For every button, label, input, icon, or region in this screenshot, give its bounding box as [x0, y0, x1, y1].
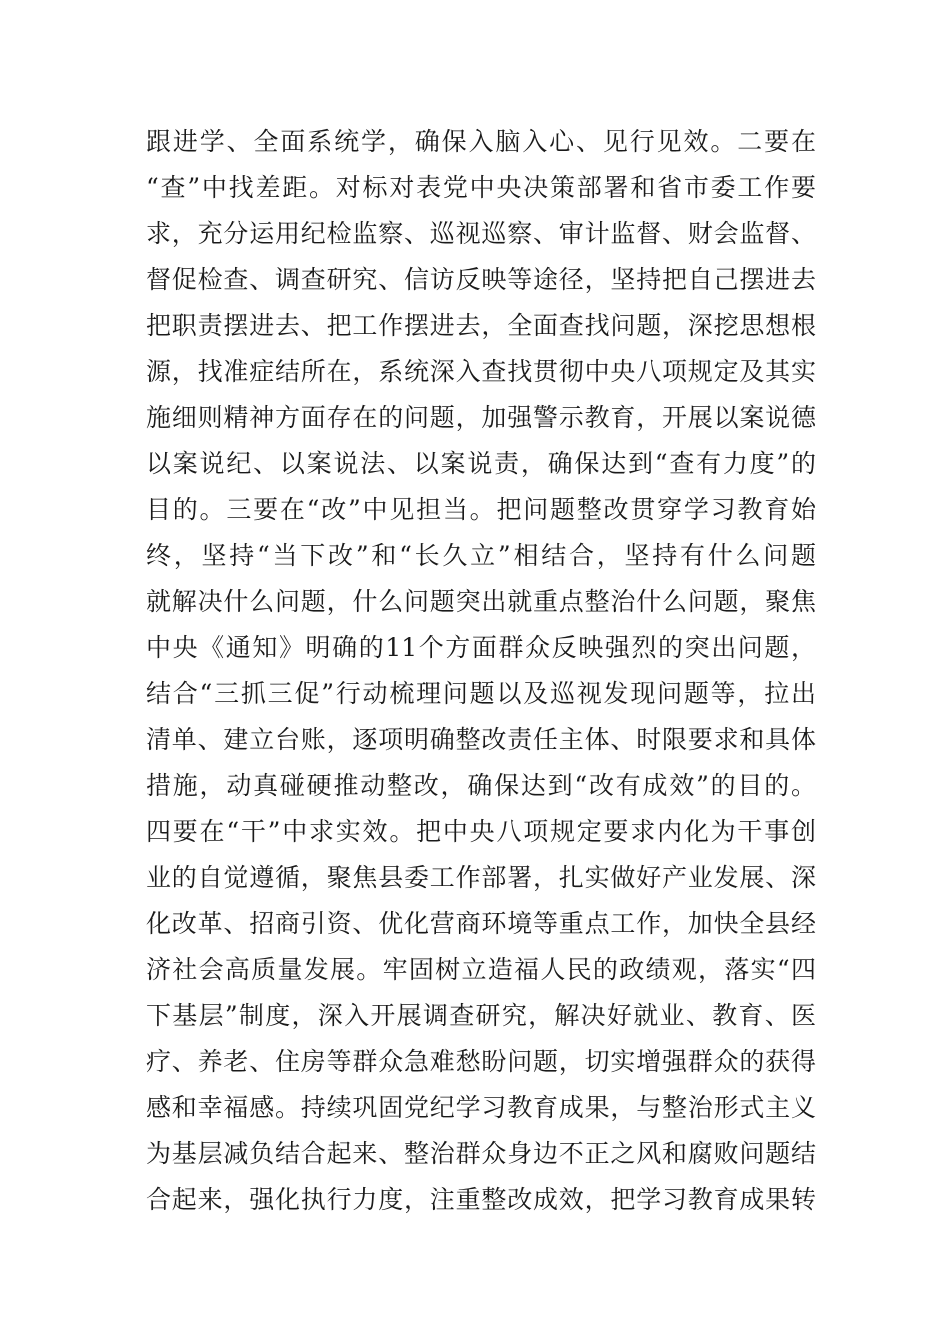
body-text: [146, 119, 816, 1223]
text-line-21: 疗、养老、住房等群众急难愁盼问题，切实增强群众的获得: [146, 1047, 816, 1076]
text-line-7: 施细则精神方面存在的问题，加强警示教育，开展以案说德: [146, 403, 816, 432]
text-line-12: 中央《通知》明确的11个方面群众反映强烈的突出问题，: [146, 633, 816, 662]
text-line-17: 业的自觉遵循，聚焦县委工作部署，扎实做好产业发展、深: [146, 863, 816, 892]
text-line-1: 跟进学、全面系统学，确保入脑入心、见行见效。二要在: [146, 127, 816, 156]
text-line-2: “查”中找差距。对标对表党中央决策部署和省市委工作要: [146, 173, 816, 202]
text-line-19: 济社会高质量发展。牢固树立造福人民的政绩观，落实“四: [146, 955, 816, 984]
text-line-6: 源，找准症结所在，系统深入查找贯彻中央八项规定及其实: [146, 357, 816, 386]
text-line-4: 督促检查、调查研究、信访反映等途径，坚持把自己摆进去: [146, 265, 816, 294]
text-line-15: 措施，动真碰硬推动整改，确保达到“改有成效”的目的。: [146, 771, 816, 800]
text-line-16: 四要在“干”中求实效。把中央八项规定要求内化为干事创: [146, 817, 816, 846]
text-line-9: 目的。三要在“改”中见担当。把问题整改贯穿学习教育始: [146, 495, 816, 524]
text-line-10: 终，坚持“当下改”和“长久立”相结合，坚持有什么问题: [146, 541, 816, 570]
text-line-5: 把职责摆进去、把工作摆进去，全面查找问题，深挖思想根: [146, 311, 816, 340]
text-line-18: 化改革、招商引资、优化营商环境等重点工作，加快全县经: [146, 909, 816, 938]
text-line-14: 清单、建立台账，逐项明确整改责任主体、时限要求和具体: [146, 725, 816, 754]
text-line-8: 以案说纪、以案说法、以案说责，确保达到“查有力度”的: [146, 449, 816, 478]
text-line-24: 合起来，强化执行力度，注重整改成效，把学习教育成果转: [146, 1185, 816, 1214]
text-line-23: 为基层减负结合起来、整治群众身边不正之风和腐败问题结: [146, 1139, 816, 1168]
text-line-3: 求，充分运用纪检监察、巡视巡察、审计监督、财会监督、: [146, 219, 816, 248]
text-line-20: 下基层”制度，深入开展调查研究，解决好就业、教育、医: [146, 1001, 816, 1030]
text-line-22: 感和幸福感。持续巩固党纪学习教育成果，与整治形式主义: [146, 1093, 816, 1122]
text-line-11: 就解决什么问题，什么问题突出就重点整治什么问题，聚焦: [146, 587, 816, 616]
text-line-13: 结合“三抓三促”行动梳理问题以及巡视发现问题等，拉出: [146, 679, 816, 708]
